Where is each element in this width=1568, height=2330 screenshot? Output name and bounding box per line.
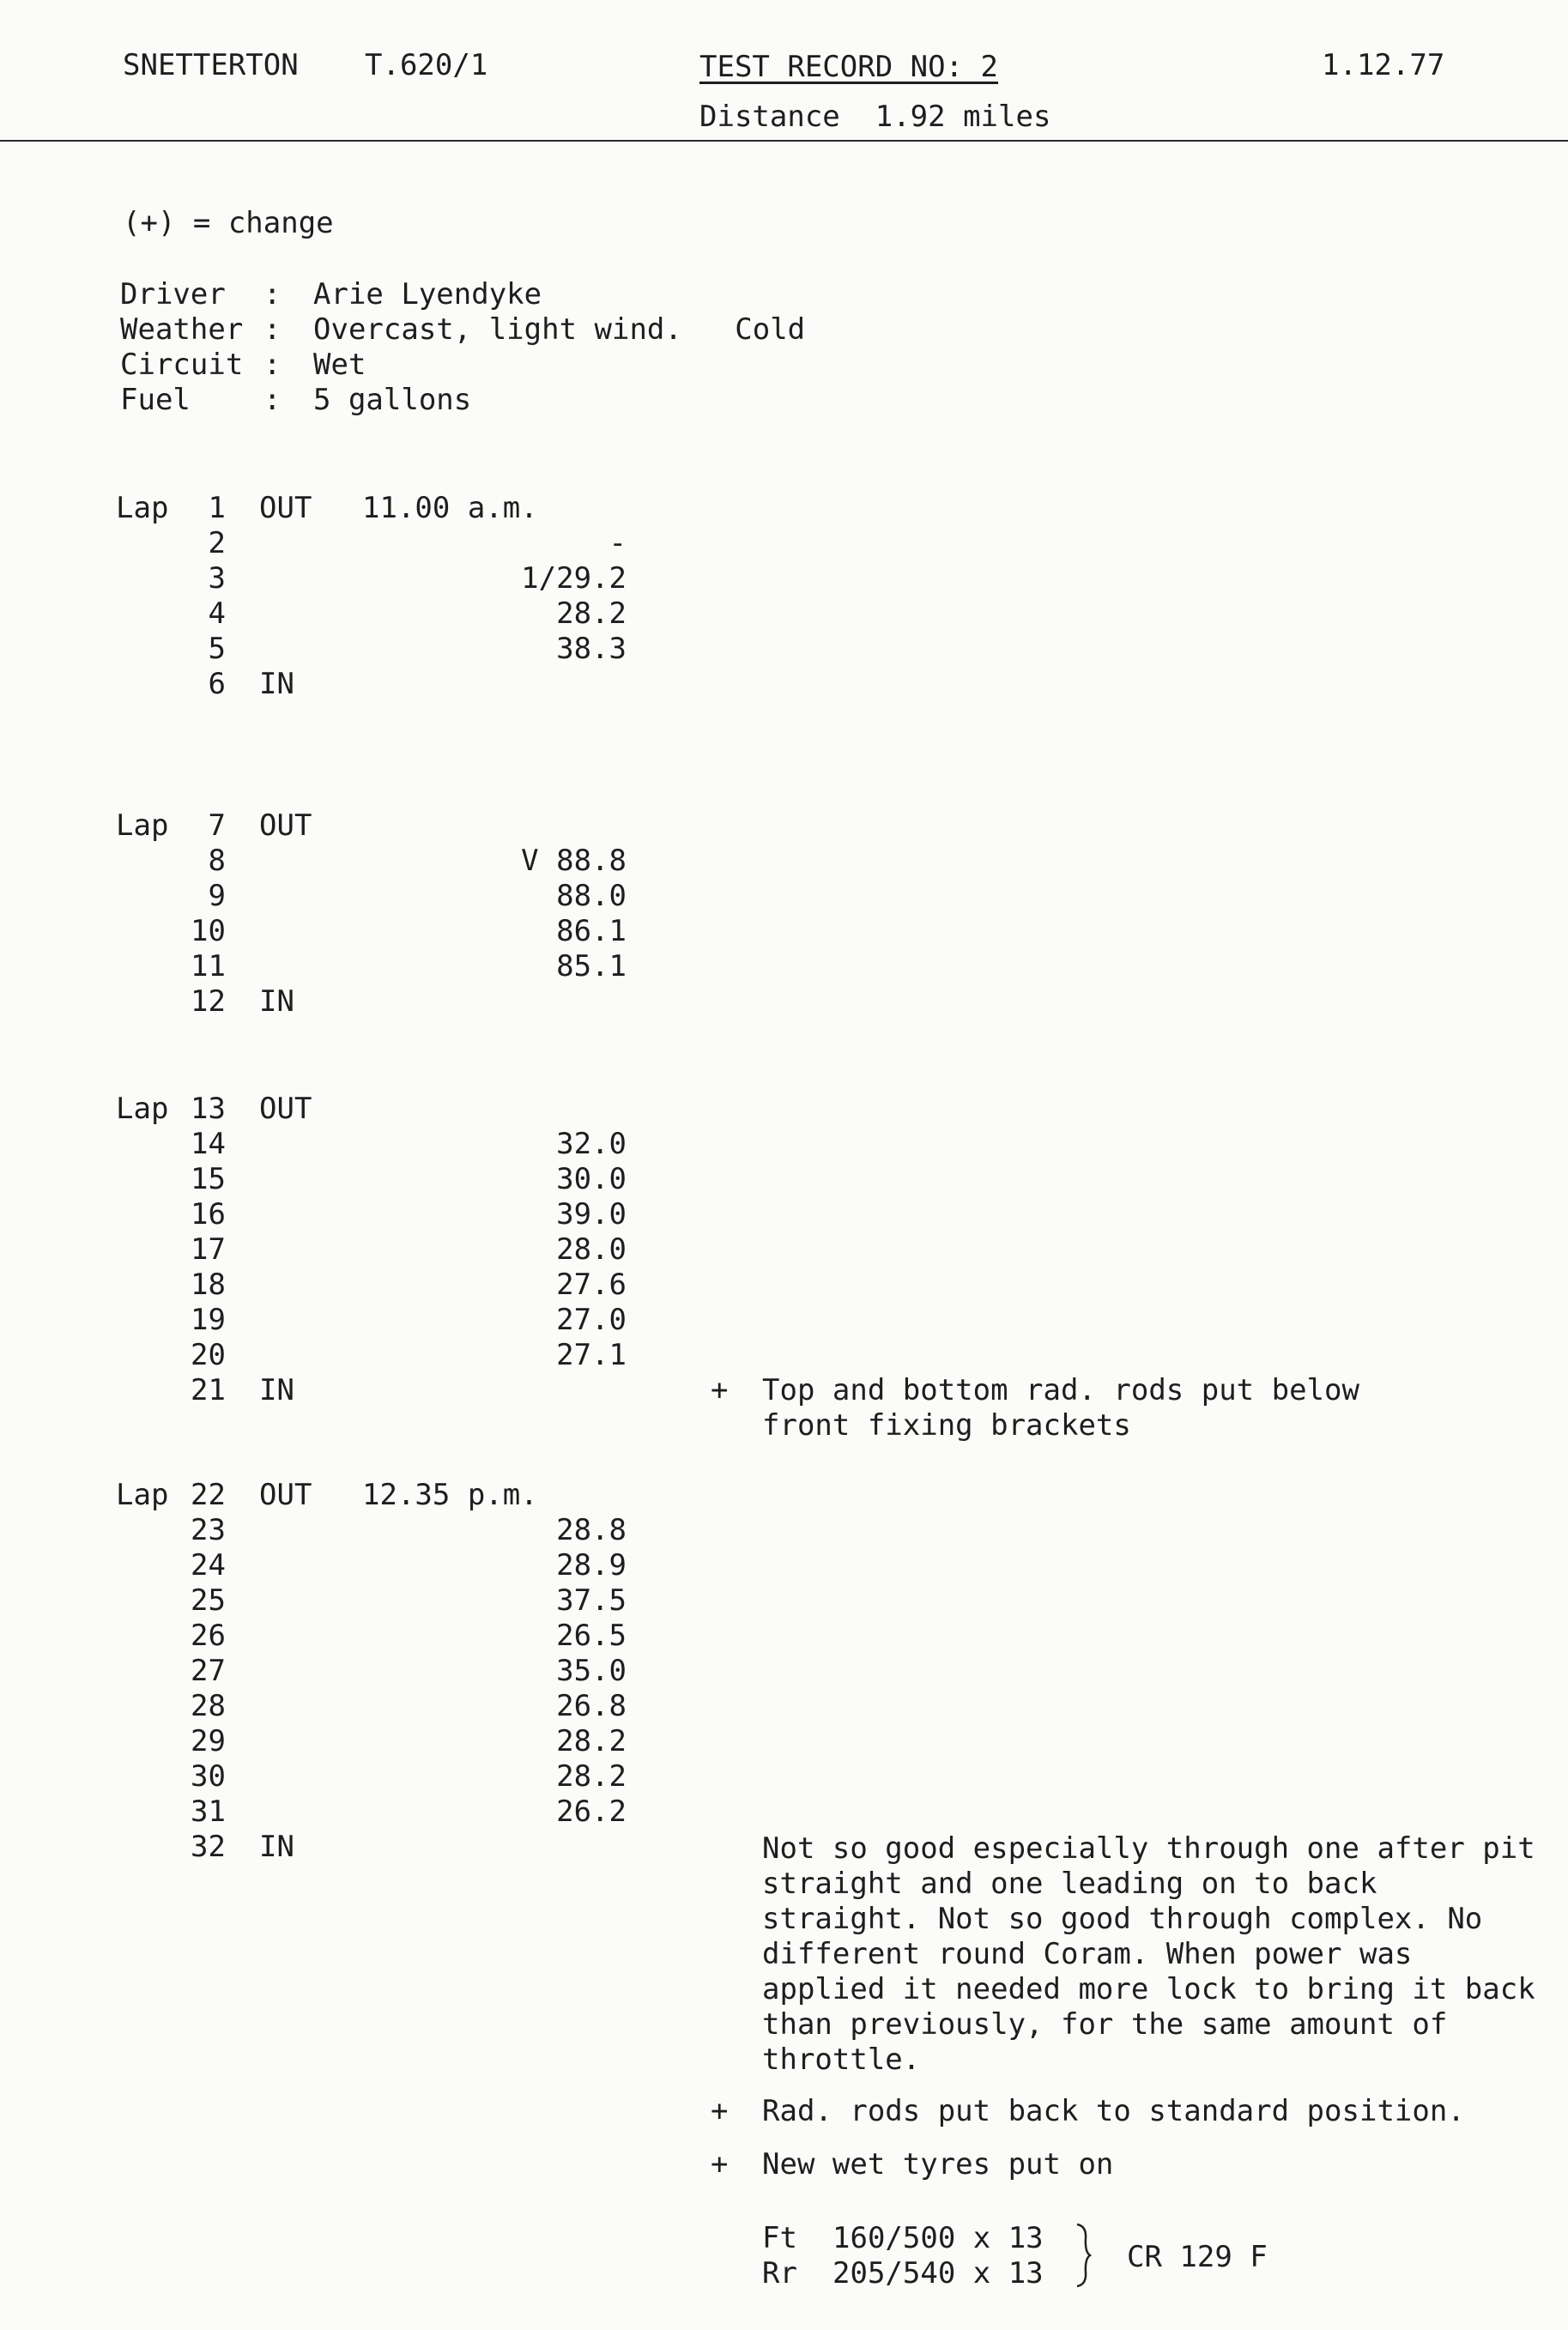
header-record	[699, 50, 998, 85]
lap-time: -	[608, 526, 627, 560]
tyre-size: 160/500 x 13	[832, 2221, 1044, 2255]
record-number: 2	[980, 50, 999, 84]
lap-time: 27.0	[556, 1303, 627, 1337]
lap-number: 1	[208, 491, 226, 525]
lap-status: OUT	[259, 1478, 312, 1512]
lap-number: 19	[191, 1303, 226, 1337]
condition-value: Wet	[313, 348, 366, 382]
lap-number: 18	[191, 1268, 226, 1302]
lap-number: 2	[208, 526, 226, 560]
lap-time: 35.0	[556, 1654, 627, 1688]
condition-colon: :	[263, 277, 282, 312]
header-car: T.620/1	[365, 48, 488, 82]
lap-status: OUT	[259, 491, 312, 525]
lap-number: 11	[191, 949, 226, 983]
lap-number: 10	[191, 914, 226, 948]
header-circuit: SNETTERTON	[123, 48, 299, 82]
lap-word: Lap	[116, 1478, 169, 1512]
distance-label: Distance	[699, 100, 840, 134]
lap-number: 28	[191, 1689, 226, 1723]
lap-time: 28.8	[556, 1513, 627, 1547]
lap-time: 28.2	[556, 596, 627, 631]
lap-time: 86.1	[556, 914, 627, 948]
condition-label: Fuel	[120, 383, 191, 417]
change-marker: +	[711, 2147, 729, 2182]
distance-value: 1.92 miles	[875, 100, 1051, 134]
condition-label: Driver	[120, 277, 226, 312]
tyre-size: 205/540 x 13	[832, 2256, 1044, 2291]
lap-number: 25	[191, 1583, 226, 1618]
lap-time: 38.3	[556, 632, 627, 666]
lap-number: 21	[191, 1373, 226, 1407]
header-distance	[699, 100, 1050, 135]
lap-number: 29	[191, 1724, 226, 1758]
lap-status: IN	[259, 984, 294, 1019]
lap-time: 26.8	[556, 1689, 627, 1723]
lap-time: 85.1	[556, 949, 627, 983]
lap-time: 30.0	[556, 1162, 627, 1196]
note-lap-21: Top and bottom rad. rods put below front fixing brackets	[762, 1373, 1359, 1443]
condition-label: Weather	[120, 312, 244, 347]
brace-icon	[1075, 2223, 1092, 2288]
lap-word: Lap	[116, 491, 169, 525]
lap-time: 28.0	[556, 1232, 627, 1267]
lap-number: 6	[208, 667, 226, 701]
tyre-compound: CR 129 F	[1127, 2240, 1268, 2274]
lap-time: 1/29.2	[521, 561, 627, 596]
lap-time: 27.6	[556, 1268, 627, 1302]
lap-number: 17	[191, 1232, 226, 1267]
lap-time: 26.2	[556, 1794, 627, 1829]
header-date: 1.12.77	[1322, 48, 1445, 82]
lap-status: IN	[259, 1830, 294, 1864]
lap-number: 3	[208, 561, 226, 596]
lap-time: 32.0	[556, 1127, 627, 1161]
lap-number: 13	[191, 1092, 226, 1126]
lap-time: 37.5	[556, 1583, 627, 1618]
lap-status: IN	[259, 1373, 294, 1407]
lap-word: Lap	[116, 1092, 169, 1126]
lap-time: 28.2	[556, 1759, 627, 1794]
lap-status: OUT	[259, 1092, 312, 1126]
lap-time: 28.9	[556, 1548, 627, 1583]
note-rad-rods: Rad. rods put back to standard position.	[762, 2094, 1465, 2128]
lap-number: 27	[191, 1654, 226, 1688]
note-new-tyres: New wet tyres put on	[762, 2147, 1114, 2182]
lap-number: 20	[191, 1338, 226, 1372]
session-start-time: 11.00 a.m.	[362, 491, 538, 525]
lap-time: 26.5	[556, 1619, 627, 1653]
lap-number: 16	[191, 1197, 226, 1232]
lap-number: 32	[191, 1830, 226, 1864]
change-marker: +	[711, 2094, 729, 2128]
lap-time: 27.1	[556, 1338, 627, 1372]
condition-colon: :	[263, 383, 282, 417]
lap-number: 8	[208, 844, 226, 878]
lap-number: 26	[191, 1619, 226, 1653]
lap-time: 39.0	[556, 1197, 627, 1232]
condition-label: Circuit	[120, 348, 244, 382]
tyre-position: Rr	[762, 2256, 797, 2291]
lap-number: 15	[191, 1162, 226, 1196]
lap-time: 28.2	[556, 1724, 627, 1758]
lap-number: 22	[191, 1478, 226, 1512]
lap-number: 5	[208, 632, 226, 666]
change-marker: +	[711, 1373, 729, 1407]
tyre-position: Ft	[762, 2221, 797, 2255]
lap-status: OUT	[259, 808, 312, 843]
lap-status: IN	[259, 667, 294, 701]
change-legend: (+) = change	[123, 206, 334, 240]
record-label: TEST RECORD NO:	[699, 50, 964, 84]
lap-number: 23	[191, 1513, 226, 1547]
lap-number: 7	[208, 808, 226, 843]
session-start-time: 12.35 p.m.	[362, 1478, 538, 1512]
condition-value: Overcast, light wind. Cold	[313, 312, 806, 347]
note-lap-32: Not so good especially through one after pit straight and one leading on to back straight. Not so good through complex. No different round Coram. When power was applied it needed more lock to bring it back than previously, for the same amount of throttle.	[762, 1831, 1535, 2077]
condition-value: 5 gallons	[313, 383, 472, 417]
condition-value: Arie Lyendyke	[313, 277, 542, 312]
condition-colon: :	[263, 348, 282, 382]
header-rule	[0, 140, 1568, 142]
lap-time: V 88.8	[521, 844, 627, 878]
lap-number: 31	[191, 1794, 226, 1829]
lap-word: Lap	[116, 808, 169, 843]
lap-time: 88.0	[556, 879, 627, 913]
lap-number: 14	[191, 1127, 226, 1161]
lap-number: 12	[191, 984, 226, 1019]
condition-colon: :	[263, 312, 282, 347]
lap-number: 9	[208, 879, 226, 913]
lap-number: 4	[208, 596, 226, 631]
lap-number: 30	[191, 1759, 226, 1794]
lap-number: 24	[191, 1548, 226, 1583]
